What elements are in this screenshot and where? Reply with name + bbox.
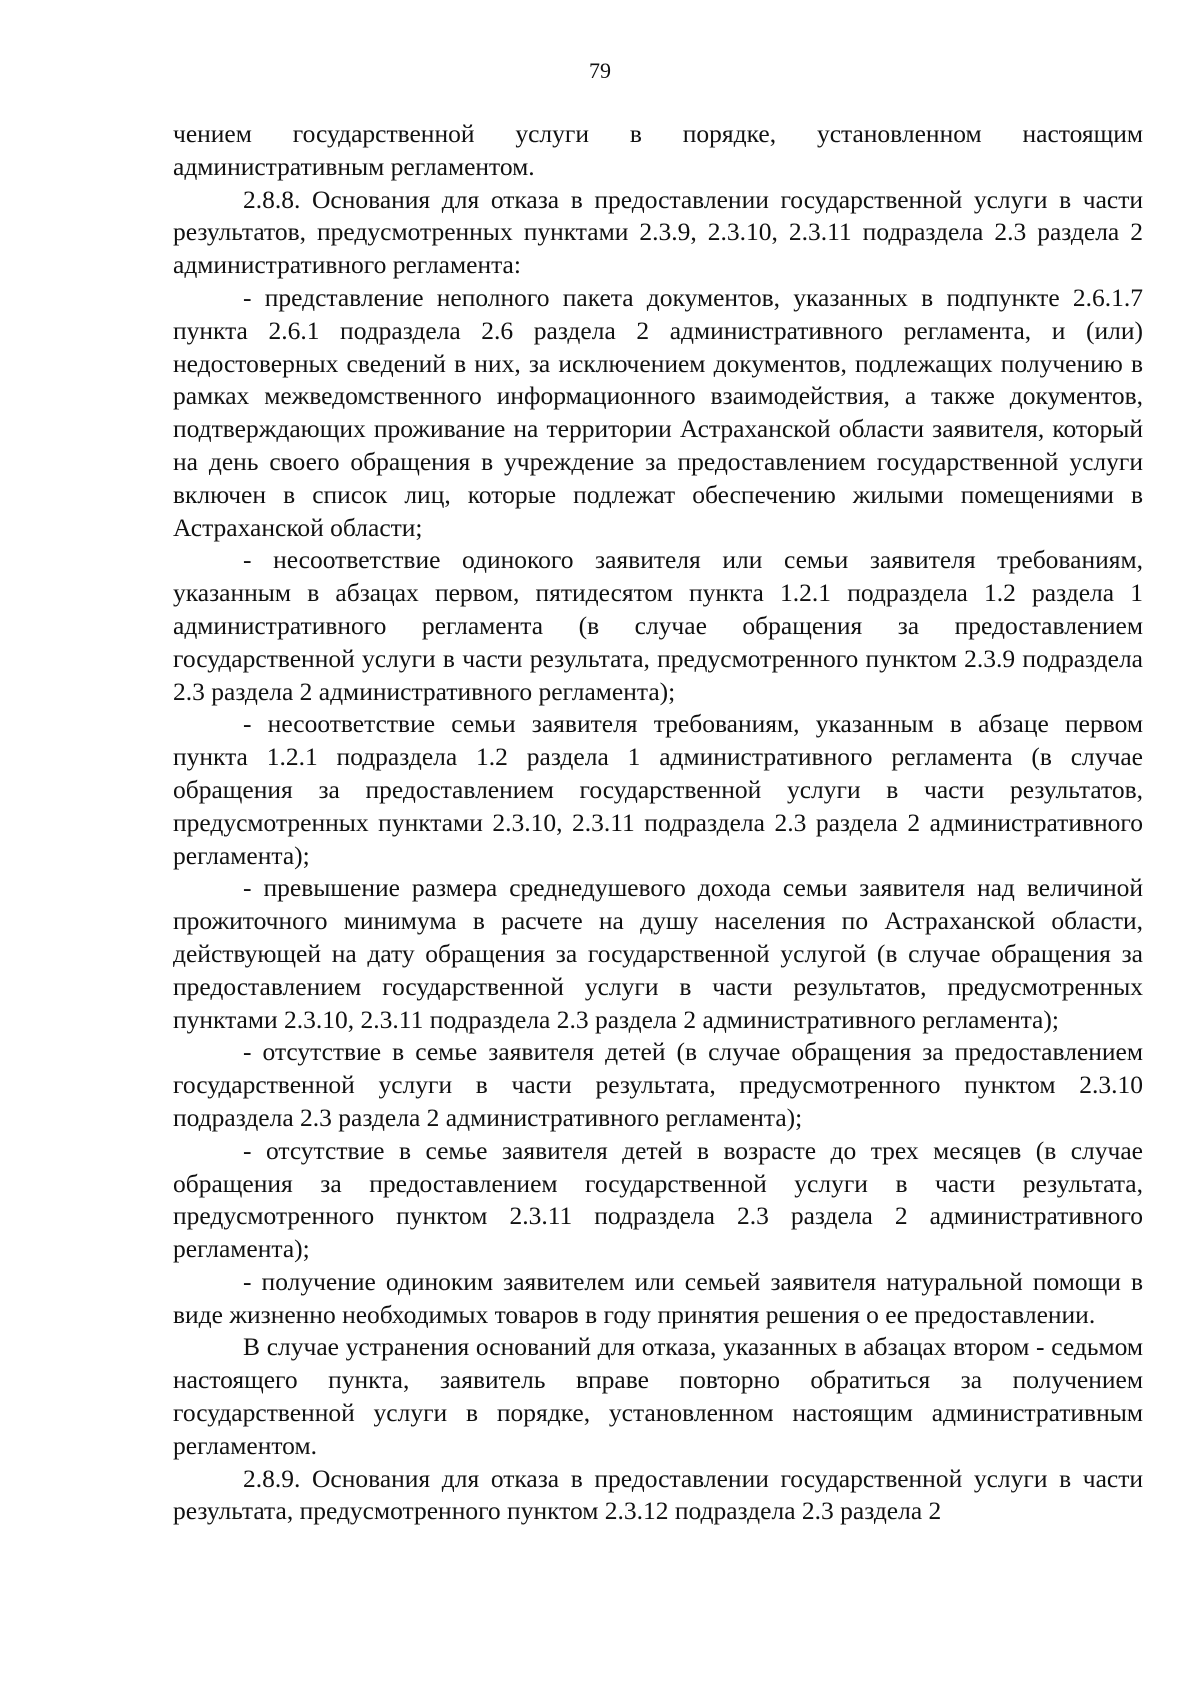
list-item: - отсутствие в семье заявителя детей в возрасте до трех месяцев (в случае обращения за предоставлением государственной услуги в части результата, предусмотренного пунктом 2.3.11 подраздела 2.3 раздела 2 административного регламента); — [173, 1135, 1143, 1264]
paragraph: чением государственной услуги в порядке, установленном настоящим административным регламентом. — [173, 119, 1143, 181]
paragraph: 2.8.8. Основания для отказа в предоставлении государственной услуги в части результатов, предусмотренных пунктами 2.3.9, 2.3.10, 2.3.11 подраздела 2.3 раздела 2 административного регламента: — [173, 184, 1143, 280]
list-item: - отсутствие в семье заявителя детей (в случае обращения за предоставлением государственной услуги в части результата, предусмотренного пунктом 2.3.10 подраздела 2.3 раздела 2 административного регламента); — [173, 1037, 1143, 1132]
document-body — [173, 118, 1143, 1528]
paragraph: 2.8.9. Основания для отказа в предоставлении государственной услуги в части результата, предусмотренного пунктом 2.3.12 подраздела 2.3 раздела 2 — [173, 1463, 1143, 1526]
list-item: - превышение размера среднедушевого дохода семьи заявителя над величиной прожиточного минимума в расчете на душу населения по Астраханской области, действующей на дату обращения за государственной услугой (в случае обращения за предоставлением государственной услуги в части результатов, предусмотренных пунктами 2.3.10, 2.3.11 подраздела 2.3 раздела 2 административного регламента); — [173, 873, 1143, 1034]
list-item: - несоответствие семьи заявителя требованиям, указанным в абзаце первом пункта 1.2.1 подраздела 1.2 раздела 1 административного регламента (в случае обращения за предоставлением государственной услуги в части результатов, предусмотренных пунктами 2.3.10, 2.3.11 подраздела 2.3 раздела 2 административного регламента); — [173, 709, 1143, 870]
page-number: 79 — [589, 58, 611, 83]
list-item: - несоответствие одинокого заявителя или семьи заявителя требованиям, указанным в абзацах первом, пятидесятом пункта 1.2.1 подраздела 1.2 раздела 1 административного регламента (в случае обращения за предоставлением государственной услуги в части результата, предусмотренного пунктом 2.3.9 подраздела 2.3 раздела 2 административного регламента); — [173, 545, 1143, 706]
list-item: - получение одиноким заявителем или семьей заявителя натуральной помощи в виде жизненно необходимых товаров в году принятия решения о ее предоставлении. — [173, 1266, 1143, 1329]
paragraph: В случае устранения оснований для отказа, указанных в абзацах втором - седьмом настоящего пункта, заявитель вправе повторно обратиться за получением государственной услуги в порядке, установленном настоящим административным регламентом. — [173, 1332, 1143, 1460]
list-item: - представление неполного пакета документов, указанных в подпункте 2.6.1.7 пункта 2.6.1 подраздела 2.6 раздела 2 административного регламента, и (или) недостоверных сведений в них, за исключением документов, подлежащих получению в рамках межведомственного информационного взаимодействия, а также документов, подтверждающих проживание на территории Астраханской области заявителя, который на день своего обращения в учреждение за предоставлением государственной услуги включен в список лиц, которые подлежат обеспечению жилыми помещениями в Астраханской области; — [173, 282, 1143, 542]
